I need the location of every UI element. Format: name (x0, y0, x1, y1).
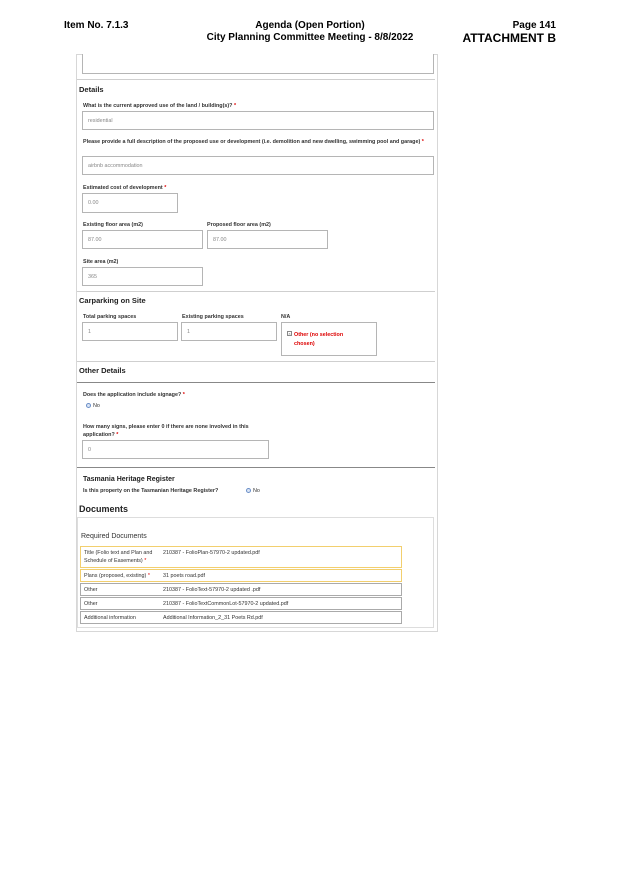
description-input[interactable]: airbnb accommodation (82, 156, 434, 175)
table-row[interactable] (80, 569, 402, 582)
doc-file[interactable]: 31 poets road.pdf (163, 573, 205, 579)
doc-type: Other (84, 601, 98, 607)
heritage-option[interactable]: No (246, 488, 260, 496)
proposed-floor-input[interactable]: 87.00 (207, 230, 328, 249)
page-number: Page 141 (512, 20, 556, 31)
cost-label: Estimated cost of development * (83, 185, 167, 191)
na-other-text: Other (no selection chosen) (294, 332, 344, 347)
signs-input[interactable]: 0 (82, 440, 269, 459)
doc-type: Plans (proposed, existing) * (84, 573, 150, 579)
signage-option[interactable]: No (86, 403, 100, 411)
agenda-title: Agenda (Open Portion) (255, 20, 365, 31)
total-parking-label: Total parking spaces (83, 314, 137, 320)
table-row[interactable] (80, 583, 402, 596)
doc-file[interactable]: 210387 - FolioTextCommonLot-57970-2 updated.pdf (163, 601, 289, 607)
site-area-input[interactable]: 365 (82, 267, 203, 286)
attachment-label: ATTACHMENT B (462, 31, 556, 45)
current-use-input[interactable]: residential (82, 111, 434, 130)
meeting-title: City Planning Committee Meeting - 8/8/2022 (206, 32, 414, 43)
description-label: Please provide a full description of the proposed use or development (i.e. demolition and new dwelling, swimming pool and garage) * (83, 139, 424, 145)
existing-floor-input[interactable]: 87.00 (82, 230, 203, 249)
heritage-label: Is this property on the Tasmanian Heritage Register? (83, 488, 219, 494)
heritage-title: Tasmania Heritage Register (83, 476, 175, 483)
existing-parking-input[interactable]: 1 (181, 322, 277, 341)
radio-selected-icon (86, 403, 91, 408)
documents-section-title: Documents (79, 504, 129, 514)
na-label: N/A (281, 314, 291, 320)
site-area-label: Site area (m2) (83, 259, 119, 265)
na-select[interactable] (281, 322, 377, 356)
signs-label: How many signs, please enter 0 if there are none involved in this application? * (83, 424, 249, 438)
doc-file[interactable]: 210387 - FolioText-57970-2 updated .pdf (163, 587, 261, 593)
required-documents-title: Required Documents (81, 533, 147, 540)
table-row[interactable] (80, 597, 402, 610)
details-section-title: Details (79, 85, 104, 94)
radio-selected-icon (246, 488, 251, 493)
signage-label: Does the application include signage? * (83, 392, 185, 398)
other-details-section-title: Other Details (79, 366, 126, 375)
doc-type: Additional information (84, 615, 136, 621)
doc-file[interactable]: 210387 - FolioPlan-57970-2 updated.pdf (163, 550, 260, 556)
table-row[interactable] (80, 611, 402, 624)
table-row[interactable] (80, 546, 402, 568)
cost-input[interactable]: 0.00 (82, 193, 178, 213)
doc-type: Title (Folio text and Plan and Schedule of Easements) * (84, 550, 153, 564)
current-use-label: What is the current approved use of the land / building(s)? * (83, 103, 237, 109)
item-number: Item No. 7.1.3 (64, 20, 129, 31)
doc-type: Other (84, 587, 98, 593)
previous-field[interactable] (82, 54, 434, 74)
proposed-floor-label: Proposed floor area (m2) (207, 222, 271, 228)
unselected-icon: × (288, 331, 291, 336)
existing-parking-label: Existing parking spaces (182, 314, 244, 320)
doc-file[interactable]: Additional Information_2_31 Poets Rd.pdf (163, 615, 263, 621)
carparking-section-title: Carparking on Site (79, 296, 146, 305)
total-parking-input[interactable]: 1 (82, 322, 178, 341)
existing-floor-label: Existing floor area (m2) (83, 222, 143, 228)
